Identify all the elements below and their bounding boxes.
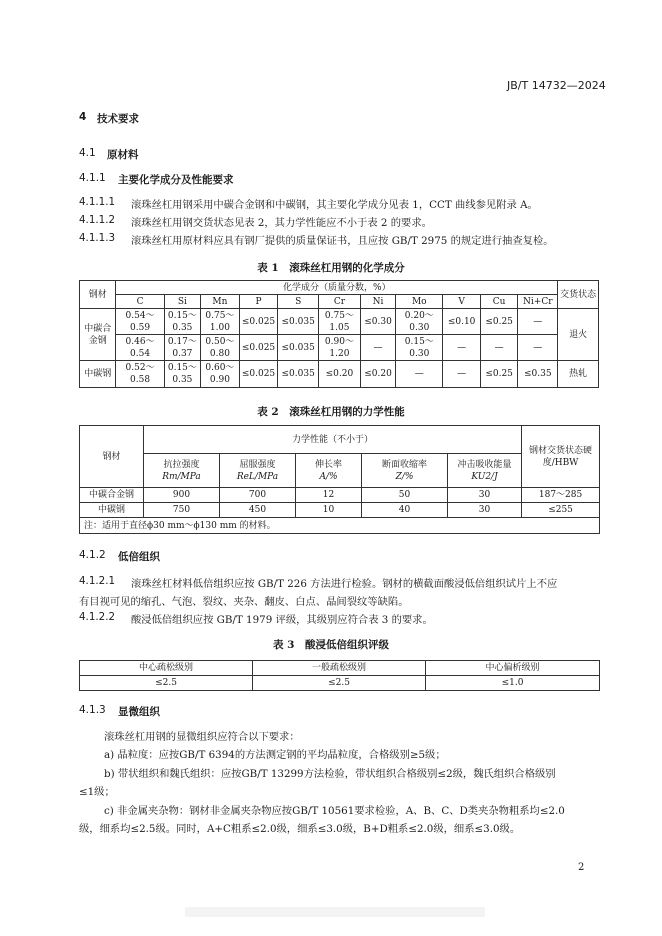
micro-intro: 滚珠丝杠用钢的显微组织应符合以下要求： xyxy=(104,731,300,743)
table-cell: ≤1.0 xyxy=(426,676,600,691)
table-3-caption: 表 3 酸浸低倍组织评级 xyxy=(273,639,389,651)
col-hardness-header: 钢材交货状态硬度/HBW xyxy=(522,426,600,488)
delivery-state: 退火 xyxy=(558,309,599,361)
table-3 xyxy=(79,660,600,691)
section-4-title: 技术要求 xyxy=(97,113,139,125)
table-cell: 0.60～0.90 xyxy=(201,361,240,388)
table-cell: 0.17～0.37 xyxy=(164,335,200,361)
table-cell: ≤0.025 xyxy=(239,309,278,335)
table-cell: 0.15～0.35 xyxy=(164,361,200,388)
table-1 xyxy=(79,280,599,388)
section-4-1-title: 原材料 xyxy=(107,149,139,161)
table-cell: 750 xyxy=(144,503,220,518)
table-row xyxy=(80,488,600,503)
table-2-note: 注：适用于直径ϕ30 mm～ϕ130 mm 的材料。 xyxy=(80,518,600,534)
table-2 xyxy=(79,425,600,534)
list-item-c-continued: 级，细系均≤2.5级。同时，A+C粗系≤2.0级，细系≤3.0级，B+D粗系≤2.0级，细系≤3.0级。 xyxy=(79,823,521,835)
clause-number: 4.1.2.1 xyxy=(79,575,116,587)
center-segregation-header: 中心偏析级别 xyxy=(426,661,600,676)
clause-number: 4.1.2.2 xyxy=(79,611,116,623)
yield-strength-header: 屈服强度 ReL/MPa xyxy=(220,454,296,488)
table-cell: 0.20～0.30 xyxy=(396,309,443,335)
table-cell: 450 xyxy=(220,503,296,518)
table-cell: 0.90～1.20 xyxy=(319,335,361,361)
element-header: Mo xyxy=(396,295,443,309)
table-cell: ≤0.25 xyxy=(480,309,518,335)
table-cell: ≤2.5 xyxy=(253,676,426,691)
element-header: P xyxy=(239,295,278,309)
table-cell: — xyxy=(360,335,395,361)
clause-text-continued: 有目视可见的缩孔、气泡、裂纹、夹杂、翻皮、白点、晶间裂纹等缺陷。 xyxy=(79,596,409,608)
col-state-header: 交货状态 xyxy=(558,281,599,309)
reduction-of-area-header: 断面收缩率 Z/% xyxy=(362,454,448,488)
table-cell: 0.75～1.00 xyxy=(201,309,240,335)
table-cell: 700 xyxy=(220,488,296,503)
table-cell: ≤255 xyxy=(522,503,600,518)
clause-text: 滚珠丝杠用钢采用中碳合金钢和中碳钢，其主要化学成分见表 1，CCT 曲线参见附录 A。 xyxy=(131,199,538,211)
table-cell: 中碳钢 xyxy=(80,503,144,518)
steel-group-label: 中碳钢 xyxy=(80,361,116,388)
list-item-b: b) 带状组织和魏氏组织：应按GB/T 13299方法检验，带状组织合格级别≤2级，魏氏组织合格级别 xyxy=(104,768,556,780)
impact-energy-header: 冲击吸收能量 KU2/J xyxy=(448,454,522,488)
document-id: JB/T 14732—2024 xyxy=(507,79,606,92)
table-cell: 中碳合金钢 xyxy=(80,488,144,503)
table-cell: — xyxy=(518,335,558,361)
section-4-1-3-title: 显微组织 xyxy=(118,706,160,718)
table-cell: ≤0.20 xyxy=(319,361,361,388)
table-row xyxy=(80,676,600,691)
table-1-caption: 表 1 滚珠丝杠用钢的化学成分 xyxy=(257,262,405,274)
col-steel-header: 钢材 xyxy=(80,426,144,488)
col-chem-header: 化学成分（质量分数，%） xyxy=(116,281,558,295)
steel-group-label: 中碳合金钢 xyxy=(80,309,116,361)
general-porosity-header: 一般疏松级别 xyxy=(253,661,426,676)
element-header: Si xyxy=(164,295,200,309)
table-row xyxy=(80,361,599,388)
section-4-number: 4 xyxy=(79,111,87,123)
clause-number: 4.1.1.1 xyxy=(79,196,116,208)
table-cell: 0.50～0.80 xyxy=(201,335,240,361)
table-cell: 30 xyxy=(448,488,522,503)
table-cell: 0.46～0.54 xyxy=(116,335,164,361)
delivery-state: 热轧 xyxy=(558,361,599,388)
element-header: V xyxy=(443,295,481,309)
clause-number: 4.1.1.2 xyxy=(79,214,116,226)
element-header: Ni xyxy=(360,295,395,309)
table-cell: ≤0.025 xyxy=(239,335,278,361)
table-cell: 30 xyxy=(448,503,522,518)
element-header: Cr xyxy=(319,295,361,309)
table-row xyxy=(80,309,599,335)
clause-number: 4.1.1.3 xyxy=(79,232,116,244)
table-cell: 0.15～0.30 xyxy=(396,335,443,361)
element-header: Cu xyxy=(480,295,518,309)
table-cell: — xyxy=(443,361,481,388)
table-cell: 40 xyxy=(362,503,448,518)
element-header: C xyxy=(116,295,164,309)
table-cell: ≤2.5 xyxy=(80,676,253,691)
table-cell: 0.52～0.58 xyxy=(116,361,164,388)
table-cell: ≤0.035 xyxy=(278,361,319,388)
table-cell: 187～285 xyxy=(522,488,600,503)
table-cell: — xyxy=(480,335,518,361)
table-cell: ≤0.30 xyxy=(360,309,395,335)
table-cell: — xyxy=(443,335,481,361)
table-cell: 0.54～0.59 xyxy=(116,309,164,335)
list-item-c: c) 非金属夹杂物：钢材非金属夹杂物应按GB/T 10561要求检验，A、B、C、D类夹杂物粗系均≤2.0 xyxy=(104,805,565,817)
clause-text: 滚珠丝杠材料低倍组织应按 GB/T 226 方法进行检验。钢材的横截面酸浸低倍组织试片上不应 xyxy=(131,578,558,590)
table-cell: ≤0.35 xyxy=(518,361,558,388)
page-number: 2 xyxy=(578,862,585,873)
col-steel-header: 钢材 xyxy=(80,281,116,309)
section-4-1-1-title: 主要化学成分及性能要求 xyxy=(118,174,234,186)
table-cell: ≤0.25 xyxy=(480,361,518,388)
clause-text: 滚珠丝杠用原材料应具有钢厂提供的质量保证书，且应按 GB/T 2975 的规定进行抽查复检。 xyxy=(131,235,554,247)
section-4-1-2-number: 4.1.2 xyxy=(79,549,106,561)
table-cell: ≤0.035 xyxy=(278,335,319,361)
table-cell: 0.75～1.05 xyxy=(319,309,361,335)
table-row xyxy=(80,503,600,518)
element-header: Ni+Cr xyxy=(518,295,558,309)
section-4-1-1-number: 4.1.1 xyxy=(79,172,106,184)
table-row xyxy=(80,335,599,361)
list-item-b-continued: ≤1级； xyxy=(79,786,115,798)
element-header: S xyxy=(278,295,319,309)
clause-text: 滚珠丝杠用钢交货状态见表 2，其力学性能应不小于表 2 的要求。 xyxy=(131,217,432,229)
table-cell: 12 xyxy=(296,488,362,503)
element-header: Mn xyxy=(201,295,240,309)
table-cell: ≤0.035 xyxy=(278,309,319,335)
table-cell: 900 xyxy=(144,488,220,503)
elongation-header: 伸长率 A/% xyxy=(296,454,362,488)
table-cell: ≤0.20 xyxy=(360,361,395,388)
clause-text: 酸浸低倍组织应按 GB/T 1979 评级，其级别应符合表 3 的要求。 xyxy=(131,614,433,626)
section-4-1-number: 4.1 xyxy=(79,147,96,159)
faint-watermark xyxy=(185,907,485,917)
table-cell: — xyxy=(396,361,443,388)
table-cell: 10 xyxy=(296,503,362,518)
list-item-a: a) 晶粒度：应按GB/T 6394的方法测定钢的平均晶粒度，合格级别≥5级； xyxy=(104,749,446,761)
table-cell: ≤0.025 xyxy=(239,361,278,388)
table-cell: — xyxy=(518,309,558,335)
section-4-1-2-title: 低倍组织 xyxy=(118,551,160,563)
tensile-strength-header: 抗拉强度 Rm/MPa xyxy=(144,454,220,488)
section-4-1-3-number: 4.1.3 xyxy=(79,704,106,716)
table-cell: ≤0.10 xyxy=(443,309,481,335)
table-2-caption: 表 2 滚珠丝杠用钢的力学性能 xyxy=(257,406,405,418)
col-mech-header: 力学性能（不小于） xyxy=(144,426,522,454)
table-cell: 0.15～0.35 xyxy=(164,309,200,335)
table-cell: 50 xyxy=(362,488,448,503)
center-porosity-header: 中心疏松级别 xyxy=(80,661,253,676)
